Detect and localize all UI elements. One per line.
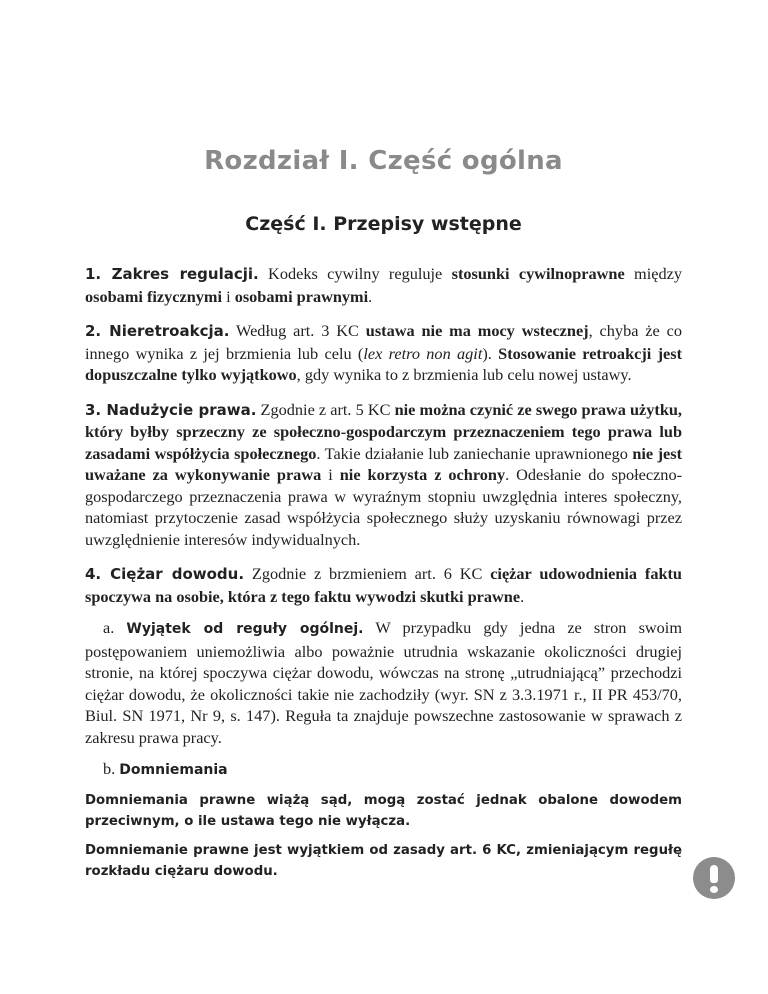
- text: , gdy wynika to z brzmienia lub celu nowej ustawy.: [296, 365, 632, 384]
- bold-text: ustawa nie ma mocy wstecznej: [365, 321, 589, 340]
- text: i: [222, 286, 235, 306]
- paragraph-naduzycie-prawa: [85, 399, 682, 551]
- note-domniemania-2: Domniemanie prawne jest wyjątkiem od zasady art. 6 KC, zmieniającym regułę rozkładu ciężaru dowodu.: [85, 842, 682, 879]
- text: , chyba że co innego wynika z jej brzmienia lub celu (: [85, 321, 683, 363]
- bold-text: nie korzysta z ochrony: [339, 465, 506, 484]
- text: Kodeks cywilny reguluje: [258, 264, 452, 283]
- exclamation-icon: [693, 857, 735, 899]
- text: .: [368, 286, 373, 306]
- subparagraph-lead: Wyjątek od reguły ogólnej.: [126, 621, 364, 637]
- paragraph-lead: 4. Ciężar dowodu.: [85, 565, 245, 583]
- text: i: [321, 465, 340, 484]
- list-marker: a.: [103, 618, 127, 637]
- text: Zgodnie z art. 5 KC: [256, 399, 395, 419]
- bold-text: osobami fizycznymi: [85, 286, 223, 306]
- paragraph-lead: 3. Nadużycie prawa.: [85, 400, 257, 419]
- paragraph-lead: 1. Zakres regulacji.: [85, 265, 259, 283]
- text: między: [624, 264, 682, 283]
- text: .: [520, 586, 525, 606]
- paragraph-ciezar-dowodu: [85, 563, 682, 607]
- list-marker: b.: [103, 759, 120, 778]
- section-title: Część I. Przepisy wstępne: [245, 213, 522, 235]
- paragraph-nieretroakcja: [85, 320, 682, 386]
- page-body: [85, 263, 682, 890]
- paragraph-lead: 2. Nieretroakcja.: [85, 322, 230, 340]
- bold-text: ciężar udowodnienia faktu spoczywa na osobie, która z tego faktu wywodzi skutki prawne: [85, 564, 682, 606]
- bold-text: nie jest uważane za wykonywanie prawa: [85, 443, 683, 484]
- paragraph-zakres-regulacji: [85, 263, 682, 307]
- bold-text: osobami prawnymi: [234, 286, 369, 306]
- exclamation-bar: [710, 865, 718, 883]
- text: Zgodnie z brzmieniem art. 6 KC: [244, 564, 491, 583]
- note-domniemania-1: Domniemania prawne wiążą sąd, mogą zostać jednak obalone dowodem przeciwnym, o ile ustawa tego nie wyłącza.: [85, 792, 682, 829]
- bold-text: nie można czynić ze swego prawa użytku, który byłby sprzeczny ze społeczno-gospodarczym przeznaczeniem tego prawa lub zasadami współżycia społecznego: [85, 399, 683, 463]
- text: . Odesłanie do społeczno-gospodarczego przeznaczenia prawa w wyraźnym stopniu uwzględnia interes społeczny, natomiast przytoczenie zasad współżycia społecznego służy uzyskaniu równowagi przez uwzględnienie interesów indywidualnych.: [85, 465, 683, 549]
- bold-text: stosunki cywilnoprawne: [451, 264, 625, 283]
- text: . Takie działanie lub zaniechanie uprawnionego: [316, 443, 633, 463]
- chapter-title: Rozdział I. Część ogólna: [204, 146, 563, 176]
- text: Według art. 3 KC: [229, 321, 366, 340]
- text: W przypadku gdy jedna ze stron swoim postępowaniem uniemożliwia albo poważnie utrudnia wskazanie okoliczności drugiej stronie, na której spoczywa ciężar dowodu, wówczas na stronę „utrudniającą” przechodzi ciężar dowodu, że okoliczności takie nie zachodziły (wyr. SN z 3.3.1971 r., II PR 453/70, Biul. SN 1971, Nr 9, s. 147). Reguła ta znajduje powszechne zastosowanie w sprawach z zakresu prawa pracy.: [85, 618, 682, 747]
- exclamation-dot: [710, 886, 718, 893]
- subparagraph-wyjatek: [85, 617, 682, 748]
- bold-text: Stosowanie retroakcji jest dopuszczalne tylko wyjątkowo: [85, 343, 683, 384]
- subparagraph-lead: Domniemania: [119, 762, 228, 778]
- subparagraph-domniemania: [85, 758, 682, 782]
- italic-text: lex retro non agit: [363, 343, 483, 363]
- text: ).: [482, 343, 499, 363]
